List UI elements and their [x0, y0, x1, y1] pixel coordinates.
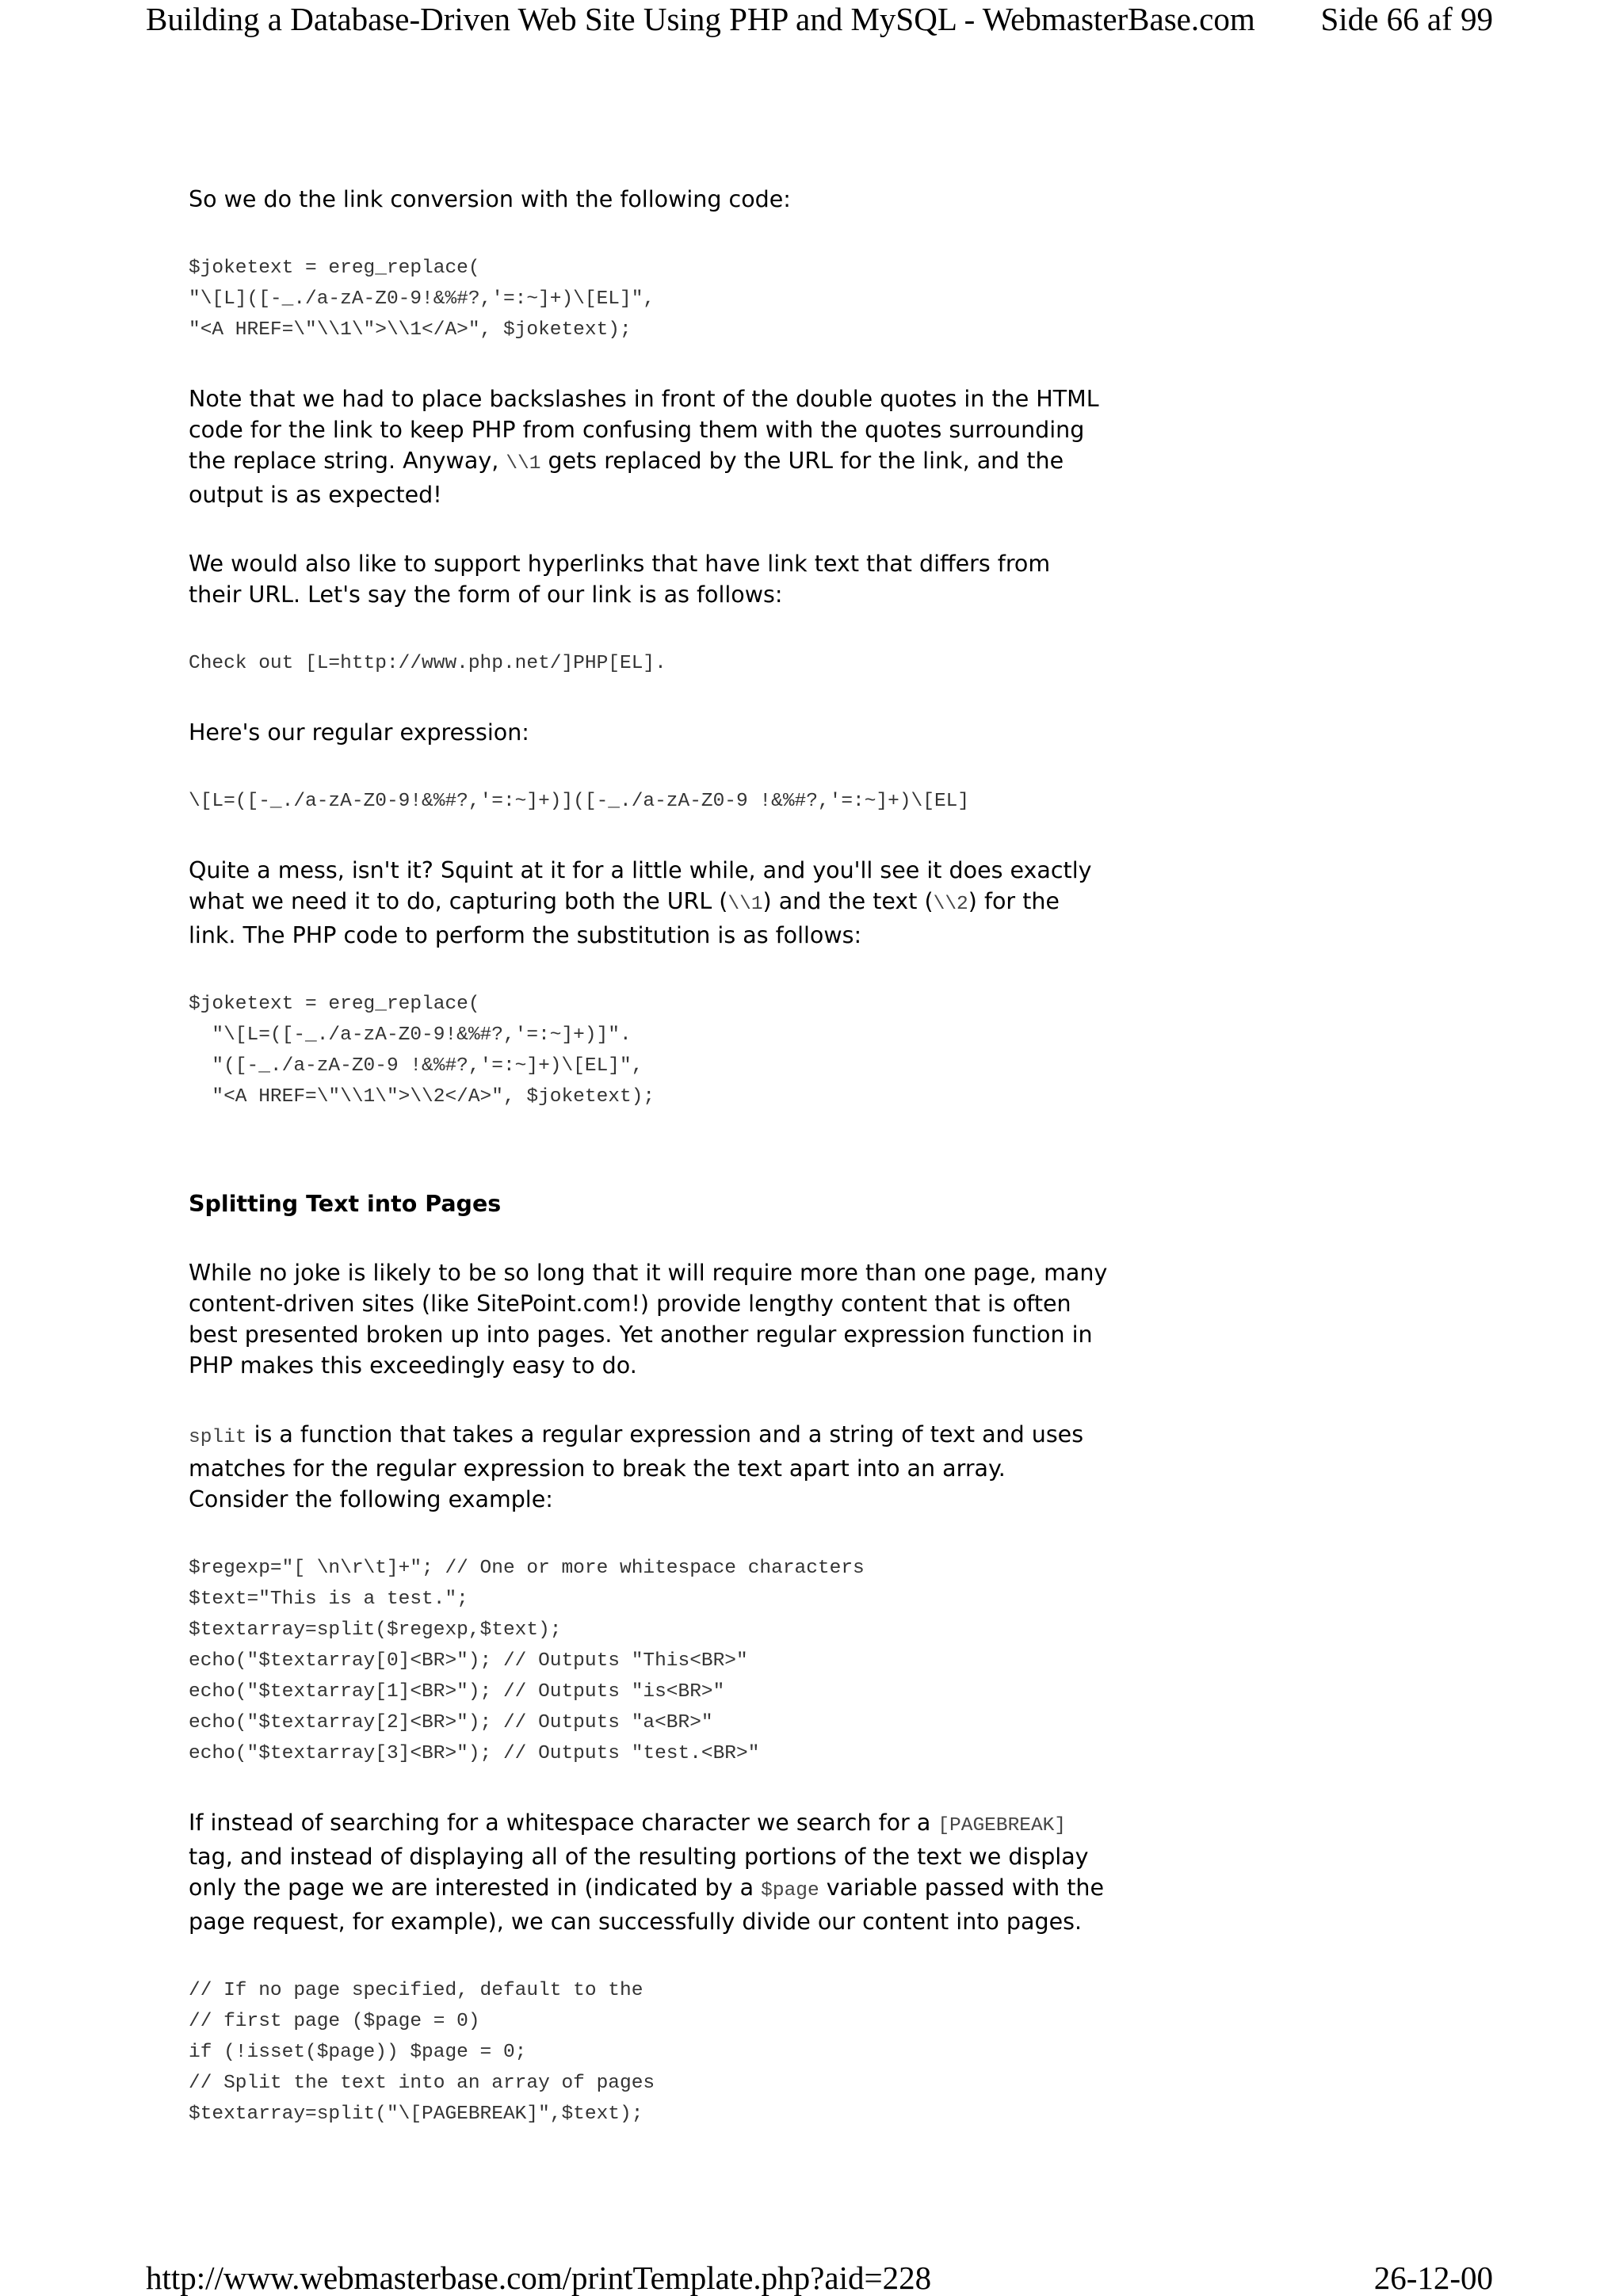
document-title: Building a Database-Driven Web Site Using PHP and MySQL - WebmasterBase.com [146, 1, 1255, 37]
paragraph-backslash-note: Note that we had to place backslashes in front of the double quotes in the HTML code for the link to keep PHP from confusing them with the quotes surrounding the replace string. Anyway, \\1 gets replaced by the URL for the link, and the output is as expected! [189, 386, 1099, 508]
paragraph-hyperlink-text: We would also like to support hyperlinks that have link text that differs from their URL. Let's say the form of our link is as follows: [189, 551, 1051, 608]
article-body [189, 184, 1108, 2130]
inline-code: split [189, 1427, 247, 1448]
code-block-link-conversion: $joketext = ereg_replace( "\[L]([-_./a-zA-Z0-9!&%#?,'=:~]+)\[EL]", "<A HREF=\"\\1\">\\1</A>", $joketext); [189, 257, 655, 341]
footer-url: http://www.webmasterbase.com/printTemplate.php?aid=228 [146, 2260, 932, 2296]
inline-code: \\1 [727, 894, 763, 915]
paragraph-splitting-intro: While no joke is likely to be so long that it will require more than one page, many content-driven sites (like SitePoint.com!) provide lengthy content that is often best presented broken up into pages. Yet another regular expression function in PHP makes this exceedingly easy to do. [189, 1260, 1108, 1379]
paragraph-split-function: split is a function that takes a regular expression and a string of text and uses matches for the regular expression to break the text apart into an array. Consider the following example: [189, 1421, 1084, 1512]
page-number: Side 66 af 99 [1320, 1, 1493, 37]
code-block-link-form: Check out [L=http://www.php.net/]PHP[EL]. [189, 653, 666, 674]
code-block-substitution: $joketext = ereg_replace( "\[L=([-_./a-zA-Z0-9!&%#?,'=:~]+)]". "([-_./a-zA-Z0-9 !&%#?,'=:~]+)\[EL]", "<A HREF=\"\\1\">\\2</A>", $joketext); [189, 994, 655, 1108]
paragraph-regex-intro: Here's our regular expression: [189, 719, 529, 746]
footer-date: 26-12-00 [1373, 2260, 1493, 2296]
code-block-split-example: $regexp="[ \n\r\t]+"; // One or more whitespace characters $text="This is a test."; $textarray=split($regexp,$text); echo("$textarray[0]<BR>"); // Outputs "This<BR>" echo("$textarray[1]<BR>"); // Outputs "is<BR>" echo("$textarray[2]<BR>"); // Outputs "a<BR>" echo("$textarray[3]<BR>"); // Outputs "test.<BR>" [189, 1558, 865, 1764]
inline-code: [PAGEBREAK] [938, 1815, 1067, 1836]
paragraph-pagebreak: If instead of searching for a whitespace character we search for a [PAGEBREAK] tag, and instead of displaying all of the resulting portions of the text we display only the page we are interested in (indicated by a $page variable passed with the page request, for example), we can successfully divide our content into pages. [189, 1810, 1105, 1935]
inline-code: \\1 [506, 453, 541, 475]
paragraph-link-conversion: So we do the link conversion with the following code: [189, 186, 791, 212]
page-header [146, 0, 1493, 44]
paragraph-quite-a-mess: Quite a mess, isn't it? Squint at it for a little while, and you'll see it does exactly what we need it to do, capturing both the URL (\\1) and the text (\\2) for the link. The PHP code to perform the substitution is as follows: [189, 857, 1092, 948]
code-block-regex: \[L=([-_./a-zA-Z0-9!&%#?,'=:~]+)]([-_./a-zA-Z0-9 !&%#?,'=:~]+)\[EL] [189, 791, 970, 812]
section-heading: Splitting Text into Pages [189, 1191, 502, 1217]
inline-code: $page [761, 1880, 819, 1901]
inline-code: \\2 [933, 894, 968, 915]
code-block-pagebreak: // If no page specified, default to the // first page ($page = 0) if (!isset($page)) $page = 0; // Split the text into an array of pages $textarray=split("\[PAGEBREAK]",$text); [189, 1980, 655, 2125]
page-footer [146, 2260, 1493, 2296]
